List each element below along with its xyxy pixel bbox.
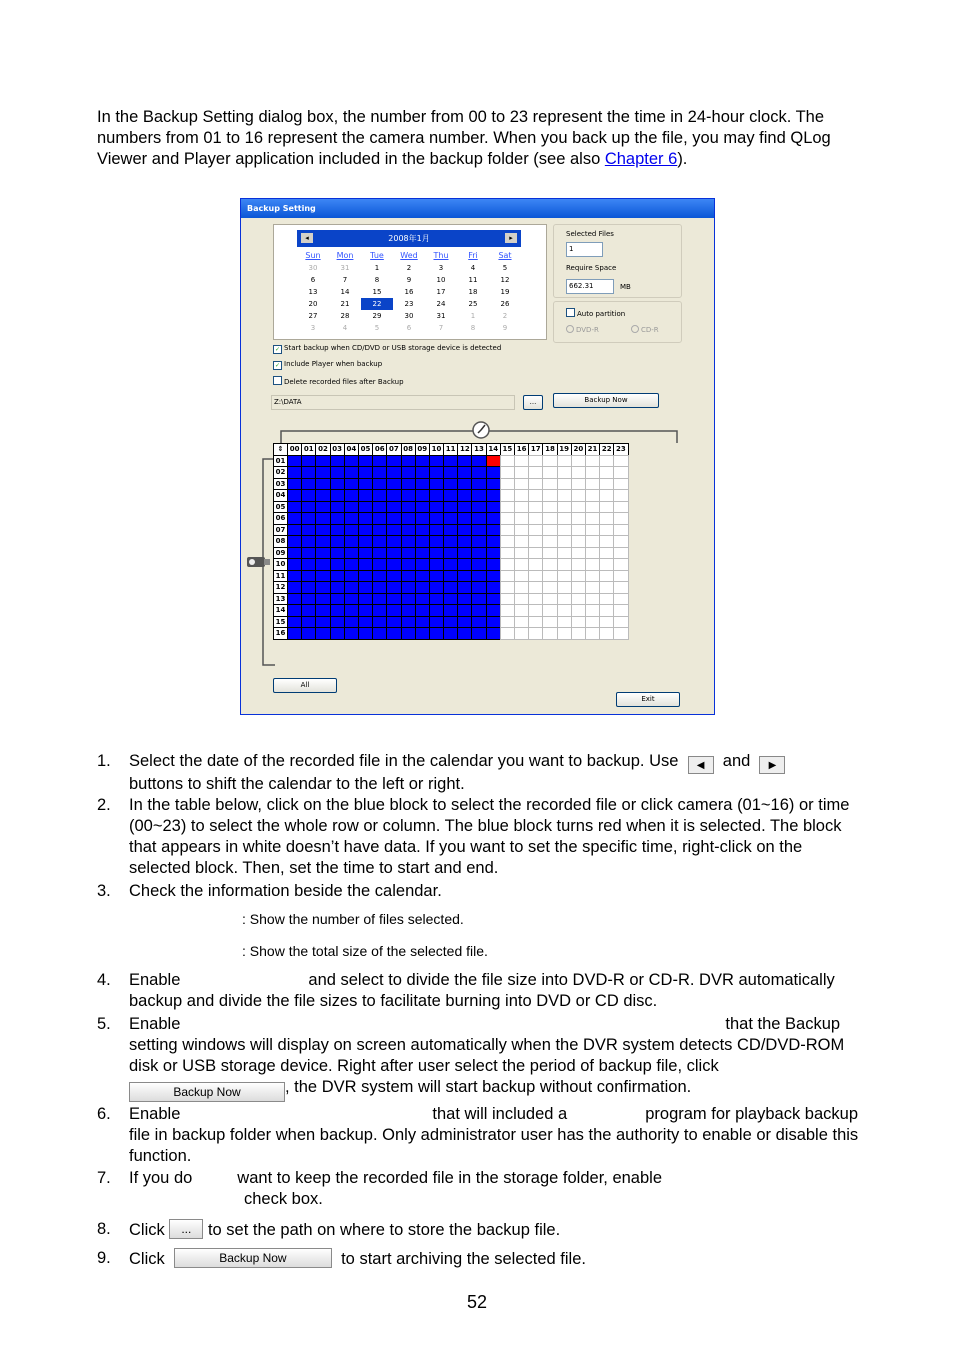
calendar-day[interactable]: 2: [406, 264, 412, 272]
calendar-day[interactable]: 24: [436, 300, 446, 308]
calendar-day[interactable]: 17: [436, 288, 446, 296]
camera-header[interactable]: 01: [273, 455, 288, 468]
browse-button[interactable]: ...: [523, 395, 543, 410]
calendar-day[interactable]: 14: [340, 288, 350, 296]
time-block[interactable]: [358, 627, 373, 640]
calendar-day[interactable]: 30: [404, 312, 414, 320]
camera-header[interactable]: 16: [273, 627, 288, 640]
backup-now-button[interactable]: Backup Now: [553, 393, 659, 408]
dow-label: Mon: [336, 251, 354, 260]
time-block[interactable]: [528, 627, 543, 640]
camera-header[interactable]: 06: [273, 512, 288, 525]
calendar-day[interactable]: 31: [436, 312, 446, 320]
camera-icon[interactable]: [244, 551, 272, 571]
backup-now-inline-button: Backup Now: [174, 1248, 332, 1268]
step-2: 2. In the table below, click on the blue block to select the recorded file or click camera (01~16) or time (00~23) to select the whole row or column. The blue block turns red when it is selected. The block that appears in white doesn’t have data. If you want to set the specific time, right-click on the selected block. Then, set the time to start and end.: [97, 796, 850, 877]
hour-header[interactable]: 07: [386, 443, 401, 456]
require-space-note: : Show the total size of the selected file.: [242, 943, 488, 959]
time-block[interactable]: [471, 627, 486, 640]
calendar-week: [297, 262, 521, 274]
next-month-button[interactable]: ▸: [505, 233, 517, 243]
backup-time-grid[interactable]: [274, 443, 629, 639]
arrow-right-button-icon: ▶: [759, 756, 785, 774]
time-block[interactable]: [330, 627, 345, 640]
calendar-day[interactable]: 16: [404, 288, 414, 296]
time-block[interactable]: [486, 627, 501, 640]
time-block[interactable]: [443, 627, 458, 640]
calendar-day[interactable]: 1: [470, 312, 476, 320]
calendar-month-label: 2008年1月: [388, 234, 430, 243]
dow-label: Fri: [468, 251, 478, 260]
dow-label: Wed: [400, 251, 418, 260]
dow-label: Thu: [433, 251, 449, 260]
require-space-unit: MB: [620, 283, 631, 291]
hour-header[interactable]: 05: [358, 443, 373, 456]
hour-header[interactable]: 17: [528, 443, 543, 456]
browse-inline-button: ...: [169, 1219, 203, 1239]
time-block[interactable]: [557, 627, 572, 640]
calendar-day[interactable]: 11: [468, 276, 478, 284]
check-icon: ✓: [274, 346, 281, 353]
hour-header[interactable]: 11: [443, 443, 458, 456]
selected-files-label: Selected Files: [566, 230, 614, 238]
time-block[interactable]: [457, 627, 472, 640]
all-button[interactable]: All: [273, 678, 337, 693]
calendar-day[interactable]: 3: [438, 264, 444, 272]
calendar: [273, 224, 547, 340]
backup-setting-dialog: [240, 198, 715, 715]
calendar-day[interactable]: 8: [374, 276, 380, 284]
hour-header[interactable]: 20: [571, 443, 586, 456]
calendar-day[interactable]: 5: [502, 264, 508, 272]
time-block[interactable]: [500, 627, 515, 640]
time-block[interactable]: [386, 627, 401, 640]
hour-header[interactable]: 10: [429, 443, 444, 456]
time-block[interactable]: [344, 627, 359, 640]
camera-header[interactable]: 08: [273, 535, 288, 548]
hour-header[interactable]: 23: [613, 443, 628, 456]
calendar-day[interactable]: 6: [406, 324, 412, 332]
calendar-day[interactable]: 9: [502, 324, 508, 332]
backup-path-field[interactable]: Z:\DATA: [271, 395, 515, 410]
calendar-day[interactable]: 5: [374, 324, 380, 332]
start-backup-checkbox[interactable]: ✓ Start backup when CD/DVD or USB storage device is detected: [274, 344, 502, 353]
hour-header[interactable]: 03: [330, 443, 345, 456]
camera-header[interactable]: 13: [273, 593, 288, 606]
calendar-day[interactable]: 15: [372, 288, 382, 296]
hour-header[interactable]: 06: [372, 443, 387, 456]
calendar-day[interactable]: 6: [310, 276, 316, 284]
time-block[interactable]: [315, 627, 330, 640]
prev-month-button[interactable]: ◂: [301, 233, 313, 243]
dialog-title: Backup Setting: [241, 199, 714, 218]
calendar-day[interactable]: 4: [470, 264, 476, 272]
require-space-field: 662.31: [566, 279, 614, 294]
camera-header[interactable]: 14: [273, 604, 288, 617]
calendar-header: [297, 230, 521, 247]
time-block[interactable]: [585, 627, 600, 640]
camera-header[interactable]: 10: [273, 558, 288, 571]
step-7: 7. If you do want to keep the recorded file in the storage folder, enable check box.: [97, 1169, 662, 1208]
exit-button[interactable]: Exit: [616, 692, 680, 707]
camera-header[interactable]: 04: [273, 489, 288, 502]
calendar-week: [297, 322, 521, 334]
calendar-day[interactable]: 25: [468, 300, 478, 308]
calendar-dow-row: [297, 250, 521, 262]
time-block[interactable]: [372, 627, 387, 640]
time-block[interactable]: [401, 627, 416, 640]
hour-header[interactable]: 18: [542, 443, 557, 456]
delete-files-checkbox[interactable]: Delete recorded files after Backup: [273, 376, 404, 386]
calendar-week: [297, 298, 521, 310]
hour-header[interactable]: 09: [415, 443, 430, 456]
step-3: 3. Check the information beside the calendar.: [97, 882, 442, 900]
camera-header[interactable]: 15: [273, 616, 288, 629]
time-block[interactable]: [613, 627, 628, 640]
dow-label: Tue: [370, 251, 384, 260]
step-8: 8. Click ... to set the path on where to store the backup file.: [97, 1220, 561, 1239]
radio-icon: [631, 325, 639, 333]
dow-label: Sat: [498, 251, 512, 260]
time-block[interactable]: [301, 627, 316, 640]
calendar-day[interactable]: 10: [436, 276, 446, 284]
arrow-left-button-icon: ◀: [688, 756, 714, 774]
calendar-day[interactable]: 29: [372, 312, 382, 320]
calendar-day[interactable]: 13: [308, 288, 318, 296]
calendar-day[interactable]: 26: [500, 300, 510, 308]
calendar-day[interactable]: 22: [361, 298, 393, 310]
calendar-day[interactable]: 8: [470, 324, 476, 332]
calendar-day[interactable]: 9: [406, 276, 412, 284]
calendar-week: [297, 286, 521, 298]
hour-header[interactable]: 15: [500, 443, 515, 456]
time-block[interactable]: [514, 627, 529, 640]
chapter-link[interactable]: Chapter 6: [604, 150, 678, 168]
calendar-day[interactable]: 23: [404, 300, 414, 308]
time-block[interactable]: [429, 627, 444, 640]
step-5: 5. Enable that the Backup setting windows will display on screen automatically when the DVR system detects CD/DVD-ROM disk or USB storage device. Right after user select the period of backup file, clickBackup Now , the DVR system will start backup without confirmation.: [97, 1014, 867, 1102]
calendar-day[interactable]: 1: [374, 264, 380, 272]
hour-header[interactable]: 02: [315, 443, 330, 456]
time-block[interactable]: [415, 627, 430, 640]
hour-header[interactable]: 00: [287, 443, 302, 456]
calendar-day[interactable]: 7: [438, 324, 444, 332]
camera-header[interactable]: 05: [273, 501, 288, 514]
calendar-day[interactable]: 3: [310, 324, 316, 332]
dvd-r-radio[interactable]: DVD-R: [566, 325, 599, 334]
time-block[interactable]: [542, 627, 557, 640]
time-block[interactable]: [599, 627, 614, 640]
selected-files-note: : Show the number of files selected.: [242, 911, 464, 927]
hour-header[interactable]: 08: [401, 443, 416, 456]
camera-header[interactable]: 12: [273, 581, 288, 594]
calendar-day[interactable]: 2: [502, 312, 508, 320]
time-block[interactable]: [287, 627, 302, 640]
calendar-grid: [297, 250, 521, 334]
check-icon: ✓: [274, 362, 281, 369]
hour-header[interactable]: 04: [344, 443, 359, 456]
calendar-day[interactable]: 4: [342, 324, 348, 332]
calendar-day[interactable]: 7: [342, 276, 348, 284]
step-4: 4. Enable and select to divide the file size into DVD-R or CD-R. DVR automatically backup and divide the file sizes to facilitate burning into DVD or CD disc.: [97, 971, 835, 1010]
clock-icon[interactable]: [471, 420, 491, 440]
camera-header[interactable]: 11: [273, 570, 288, 583]
calendar-day[interactable]: 12: [500, 276, 510, 284]
hour-header[interactable]: 12: [457, 443, 472, 456]
hour-header[interactable]: 13: [471, 443, 486, 456]
require-space-label: Require Space: [566, 264, 617, 272]
step-1: 1. Select the date of the recorded file in the calendar you want to backup. Use ◀ and ▶ buttons to shift the calendar to the left or right.: [97, 751, 867, 795]
include-player-checkbox[interactable]: ✓ Include Player when backup: [274, 360, 383, 369]
hour-header[interactable]: 21: [585, 443, 600, 456]
backup-now-inline-button: Backup Now: [129, 1082, 285, 1102]
page-number: 52: [466, 1292, 488, 1312]
calendar-day[interactable]: 27: [308, 312, 318, 320]
time-block[interactable]: [571, 627, 586, 640]
calendar-day[interactable]: 30: [308, 264, 318, 272]
camera-header[interactable]: 03: [273, 478, 288, 491]
calendar-day[interactable]: 31: [340, 264, 350, 272]
selected-files-field: 1: [566, 242, 603, 257]
calendar-week: [297, 310, 521, 322]
camera-header[interactable]: 09: [273, 547, 288, 560]
camera-header[interactable]: 07: [273, 524, 288, 537]
hour-header[interactable]: 01: [301, 443, 316, 456]
calendar-day[interactable]: 21: [340, 300, 350, 308]
calendar-week: [297, 274, 521, 286]
step-9: 9. Click Backup Now to start archiving the selected file.: [97, 1249, 586, 1268]
intro-paragraph: In the Backup Setting dialog box, the number from 00 to 23 represent the time in 24-hour clock. The numbers from 01 to 16 represent the camera number. When you back up the file, you may find QLog Viewer and Player application included in the backup folder (see also Chapter 6).: [97, 108, 831, 168]
checkbox-icon: [566, 308, 575, 317]
select-all-corner[interactable]: ⇕: [273, 443, 288, 456]
checkbox-icon: [273, 376, 282, 385]
hour-header[interactable]: 14: [486, 443, 501, 456]
calendar-day[interactable]: 19: [500, 288, 510, 296]
dow-label: Sun: [305, 251, 321, 260]
calendar-day[interactable]: 18: [468, 288, 478, 296]
camera-header[interactable]: 02: [273, 466, 288, 479]
cd-r-radio[interactable]: CD-R: [631, 325, 659, 334]
calendar-day[interactable]: 28: [340, 312, 350, 320]
step-6: 6. Enable that will included a program for playback backup file in backup folder when backup. Only administrator user has the authority to enable or disable this function.: [97, 1105, 859, 1165]
calendar-day[interactable]: 20: [308, 300, 318, 308]
auto-partition-checkbox[interactable]: Auto partition: [566, 308, 625, 318]
hour-header[interactable]: 16: [514, 443, 529, 456]
hour-header[interactable]: 19: [557, 443, 572, 456]
hour-header[interactable]: 22: [599, 443, 614, 456]
radio-icon: [566, 325, 574, 333]
